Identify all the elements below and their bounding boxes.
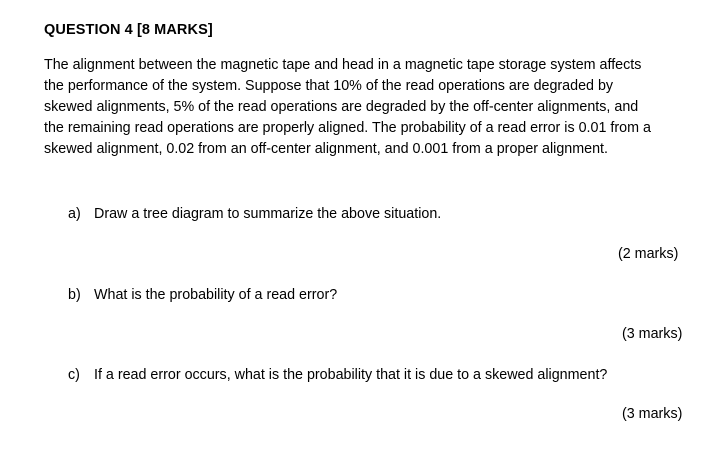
part-a-marks: (2 marks) — [618, 246, 679, 262]
part-b — [68, 287, 337, 303]
question-heading: QUESTION 4 [8 MARKS] — [44, 22, 213, 38]
intro-line: the remaining read operations are properly aligned. The probability of a read error is 0.01 from a — [44, 120, 651, 136]
part-a — [68, 206, 441, 222]
question-intro — [44, 55, 690, 160]
part-c-letter: c) — [68, 367, 80, 383]
intro-line: skewed alignments, 5% of the read operations are degraded by the off-center alignments, and — [44, 99, 639, 115]
part-a-text: Draw a tree diagram to summarize the above situation. — [94, 206, 442, 222]
intro-line: The alignment between the magnetic tape and head in a magnetic tape storage system affects — [44, 57, 642, 73]
part-b-marks: (3 marks) — [622, 326, 683, 342]
intro-line: the performance of the system. Suppose that 10% of the read operations are degraded by — [44, 78, 614, 94]
part-c-text: If a read error occurs, what is the probability that it is due to a skewed alignment? — [94, 367, 608, 383]
intro-line: skewed alignment, 0.02 from an off-center alignment, and 0.001 from a proper alignment. — [44, 141, 608, 157]
part-b-text: What is the probability of a read error? — [94, 287, 338, 303]
part-b-letter: b) — [68, 287, 81, 303]
part-a-letter: a) — [68, 206, 81, 222]
part-c — [68, 367, 607, 383]
part-c-marks: (3 marks) — [622, 406, 683, 422]
